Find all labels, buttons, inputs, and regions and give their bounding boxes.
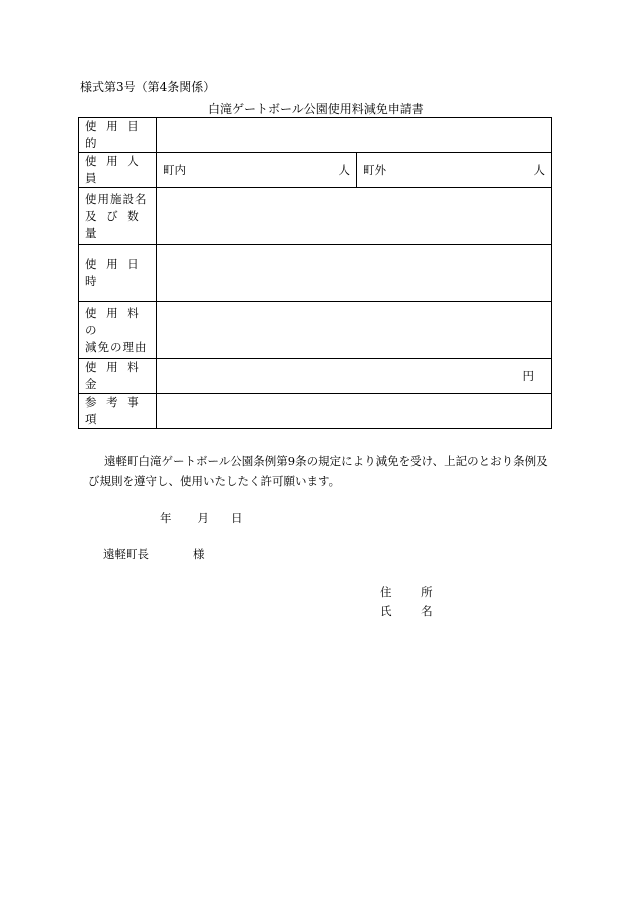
addressee-name: 遠軽町長 [103,547,149,561]
date-year: 年 [160,511,172,525]
facility-label [79,188,157,245]
remarks-label: 参 考 事 項 [79,394,157,429]
fee-label: 使 用 料 金 [79,359,157,394]
row-facility [79,188,552,245]
datetime-label: 使 用 日 時 [79,245,157,302]
users-town-in-field[interactable] [157,153,357,188]
row-datetime [79,245,552,302]
facility-label-line2: 及 び 数 量 [85,208,142,240]
town-in-unit: 人 [338,163,350,177]
application-form-table [78,117,552,429]
town-out-label: 町外 [363,163,386,177]
reason-field[interactable] [157,302,552,359]
remarks-field[interactable] [157,394,552,429]
addressee-honorific: 様 [193,547,205,561]
town-out-unit: 人 [533,163,545,177]
town-in-label: 町内 [163,163,186,177]
datetime-field[interactable] [157,245,552,302]
applicant-name-label: 氏 名 [380,604,446,618]
reason-label [79,302,157,359]
date-day: 日 [231,511,243,525]
applicant-address-label: 住 所 [380,585,446,599]
form-number: 様式第3号（第4条関係） [80,80,216,94]
users-label: 使 用 人 員 [79,153,157,188]
purpose-field[interactable] [157,118,552,153]
row-remarks [79,394,552,429]
reason-label-line1: 使 用 料 の [85,305,142,337]
fee-field[interactable] [157,359,552,394]
row-reason [79,302,552,359]
document-title: 白滝ゲートボール公園使用料減免申請書 [208,102,424,116]
fee-unit: 円 [522,369,534,383]
date-month: 月 [197,511,209,525]
statement-text: 遠軽町白滝ゲートボール公園条例第9条の規定により減免を受け、上記のとおり条例及び規則を遵守し、使用いたしたく許可願います。 [88,454,548,488]
addressee [103,546,205,562]
facility-label-line1: 使用施設名 [85,191,148,206]
row-purpose [79,118,552,153]
row-fee [79,359,552,394]
purpose-label: 使 用 目 的 [79,118,157,153]
date-line [160,510,243,526]
users-town-out-field[interactable] [357,153,552,188]
facility-field[interactable] [157,188,552,245]
row-users [79,153,552,188]
reason-label-line2: 減免の理由 [85,339,148,354]
